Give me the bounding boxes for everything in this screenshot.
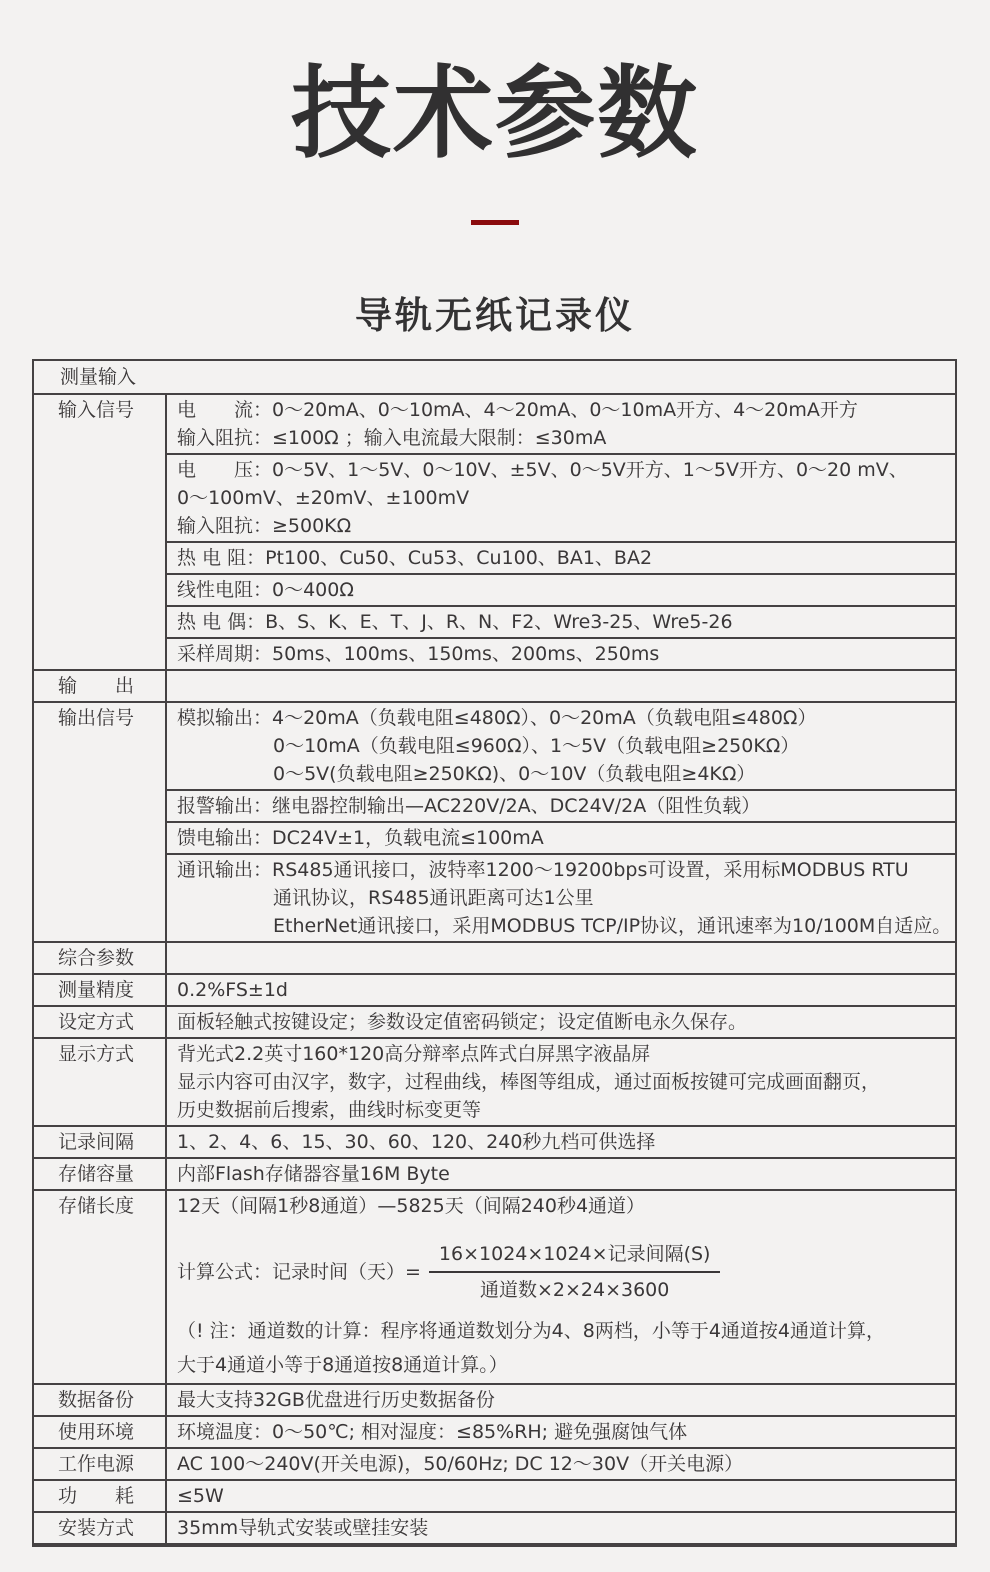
spec-line: 输入阻抗：≥500KΩ: [177, 515, 352, 537]
row-label-environment: 使用环境: [34, 1417, 167, 1447]
spec-line: 模拟输出：4～20mA（负载电阻≤480Ω）、0～20mA（负载电阻≤480Ω）: [177, 707, 817, 729]
subrow-linear-resistance: [167, 573, 955, 605]
subrow-current: [167, 395, 955, 453]
table-row-general-params-section: [34, 941, 955, 973]
output-section-empty-cell: [167, 671, 955, 701]
table-row-environment: [34, 1415, 955, 1447]
spec-sheet-page: [0, 55, 990, 1547]
spec-line: 线性电阻：0～400Ω: [177, 579, 354, 601]
table-row-input-signal: [34, 393, 955, 669]
storage-length-formula: [177, 1240, 955, 1304]
general-params-empty-cell: [167, 943, 955, 973]
row-label-data-backup: 数据备份: [34, 1385, 167, 1415]
mounting-value: 35mm导轨式安装或壁挂安装: [177, 1517, 429, 1539]
spec-line: 通讯协议，RS485通讯距离可达1公里: [273, 887, 594, 909]
page-title: 技术参数: [291, 55, 699, 172]
storage-length-values: [167, 1191, 955, 1383]
row-label-power-consumption: 功 耗: [34, 1481, 167, 1511]
table-row-display-method: [34, 1037, 955, 1125]
record-interval-value: 1、2、4、6、15、30、60、120、240秒九档可供选择: [177, 1131, 656, 1153]
subrow-rtd: [167, 541, 955, 573]
row-label-mounting: 安装方式: [34, 1513, 167, 1543]
subrow-sampling-period: [167, 637, 955, 669]
formula-denominator: 通道数×2×24×3600: [479, 1279, 670, 1301]
accuracy-value: 0.2%FS±1d: [177, 979, 288, 1001]
formula-fraction: [429, 1240, 721, 1304]
accent-divider: [471, 220, 519, 225]
spec-table: [32, 359, 957, 1547]
table-row-output-signal: [34, 701, 955, 941]
subrow-analog-output: [167, 703, 955, 789]
row-label-output-signal: 输出信号: [34, 703, 167, 941]
spec-line: 报警输出：继电器控制输出—AC220V/2A、DC24V/2A（阻性负载）: [177, 795, 761, 817]
formula-note: （! 注：通道数的计算：程序将通道数划分为4、8两档，小等于4通道按4通道计算，: [177, 1320, 886, 1342]
spec-line: 历史数据前后搜索，曲线时标变更等: [177, 1099, 482, 1121]
subrow-comm-output: [167, 853, 955, 941]
row-label-storage-length: 存储长度: [34, 1191, 167, 1383]
input-signal-values: [167, 395, 955, 669]
row-label-accuracy: 测量精度: [34, 975, 167, 1005]
spec-line: 热 电 阻：Pt100、Cu50、Cu53、Cu100、BA1、BA2: [177, 547, 653, 569]
formula-note: 大于4通道小等于8通道按8通道计算。）: [177, 1354, 508, 1376]
table-row-storage-length: [34, 1189, 955, 1383]
power-consumption-value: ≤5W: [177, 1485, 224, 1507]
spec-line: 输入阻抗：≤100Ω ；输入电流最大限制：≤30mA: [177, 427, 607, 449]
table-row-power-consumption: [34, 1479, 955, 1511]
table-row-measure-input-section: [34, 361, 955, 393]
section-label-output: 输 出: [34, 671, 167, 701]
subrow-thermocouple: [167, 605, 955, 637]
spec-line: 采样周期：50ms、100ms、150ms、200ms、250ms: [177, 643, 660, 665]
row-label-display-method: 显示方式: [34, 1039, 167, 1125]
row-label-input-signal: 输入信号: [34, 395, 167, 669]
table-row-storage-capacity: [34, 1157, 955, 1189]
spec-line: 0～5V(负载电阻≥250KΩ)、0～10V（负载电阻≥4KΩ）: [273, 763, 756, 785]
row-label-setting-method: 设定方式: [34, 1007, 167, 1037]
subrow-voltage: [167, 453, 955, 541]
row-label-record-interval: 记录间隔: [34, 1127, 167, 1157]
table-row-accuracy: [34, 973, 955, 1005]
storage-capacity-value: 内部Flash存储器容量16M Byte: [177, 1163, 450, 1185]
spec-line: 背光式2.2英寸160*120高分辩率点阵式白屏黑字液晶屏: [177, 1043, 651, 1065]
row-label-storage-capacity: 存储容量: [34, 1159, 167, 1189]
table-row-setting-method: [34, 1005, 955, 1037]
spec-line: 0～10mA（负载电阻≤960Ω）、1～5V（负载电阻≥250KΩ）: [273, 735, 800, 757]
data-backup-value: 最大支持32GB优盘进行历史数据备份: [177, 1389, 495, 1411]
output-signal-values: [167, 703, 955, 941]
display-method-values: [167, 1039, 955, 1125]
setting-method-value: 面板轻触式按键设定；参数设定值密码锁定；设定值断电永久保存。: [177, 1011, 748, 1033]
formula-label: 计算公式：记录时间（天）=: [177, 1261, 421, 1283]
spec-line: 通讯输出：RS485通讯接口，波特率1200～19200bps可设置，采用标MODBUS RTU: [177, 859, 909, 881]
spec-line: EtherNet通讯接口，采用MODBUS TCP/IP协议，通讯速率为10/100M自适应。: [273, 915, 952, 937]
table-row-record-interval: [34, 1125, 955, 1157]
environment-value: 环境温度：0～50℃; 相对湿度：≤85%RH; 避免强腐蚀气体: [177, 1421, 688, 1443]
section-label-general-params: 综合参数: [34, 943, 167, 973]
table-row-power-supply: [34, 1447, 955, 1479]
subrow-feed-output: [167, 821, 955, 853]
subrow-alarm-output: [167, 789, 955, 821]
spec-line: 热 电 偶：B、S、K、E、T、J、R、N、F2、Wre3-25、Wre5-26: [177, 611, 733, 633]
spec-line: 0～100mV、±20mV、±100mV: [177, 487, 470, 509]
power-supply-value: AC 100～240V(开关电源)，50/60Hz; DC 12～30V（开关电源）: [177, 1453, 744, 1475]
formula-numerator: 16×1024×1024×记录间隔(S): [429, 1240, 721, 1273]
spec-line: 电 流：0～20mA、0～10mA、4～20mA、0～10mA开方、4～20mA开方: [177, 399, 858, 421]
row-label-power-supply: 工作电源: [34, 1449, 167, 1479]
product-subtitle: 导轨无纸记录仪: [355, 294, 635, 337]
storage-length-range: 12天（间隔1秒8通道）—5825天（间隔240秒4通道）: [177, 1195, 646, 1217]
table-row-output-section: [34, 669, 955, 701]
spec-line: 显示内容可由汉字，数字，过程曲线，棒图等组成，通过面板按键可完成画面翻页，: [177, 1071, 881, 1093]
section-label-measure-input: 测量输入: [60, 366, 137, 388]
spec-line: 电 压：0～5V、1～5V、0～10V、±5V、0～5V开方、1～5V开方、0～20 mV、: [177, 459, 908, 481]
table-row-mounting: [34, 1511, 955, 1543]
spec-line: 馈电输出：DC24V±1，负载电流≤100mA: [177, 827, 544, 849]
table-row-data-backup: [34, 1383, 955, 1415]
